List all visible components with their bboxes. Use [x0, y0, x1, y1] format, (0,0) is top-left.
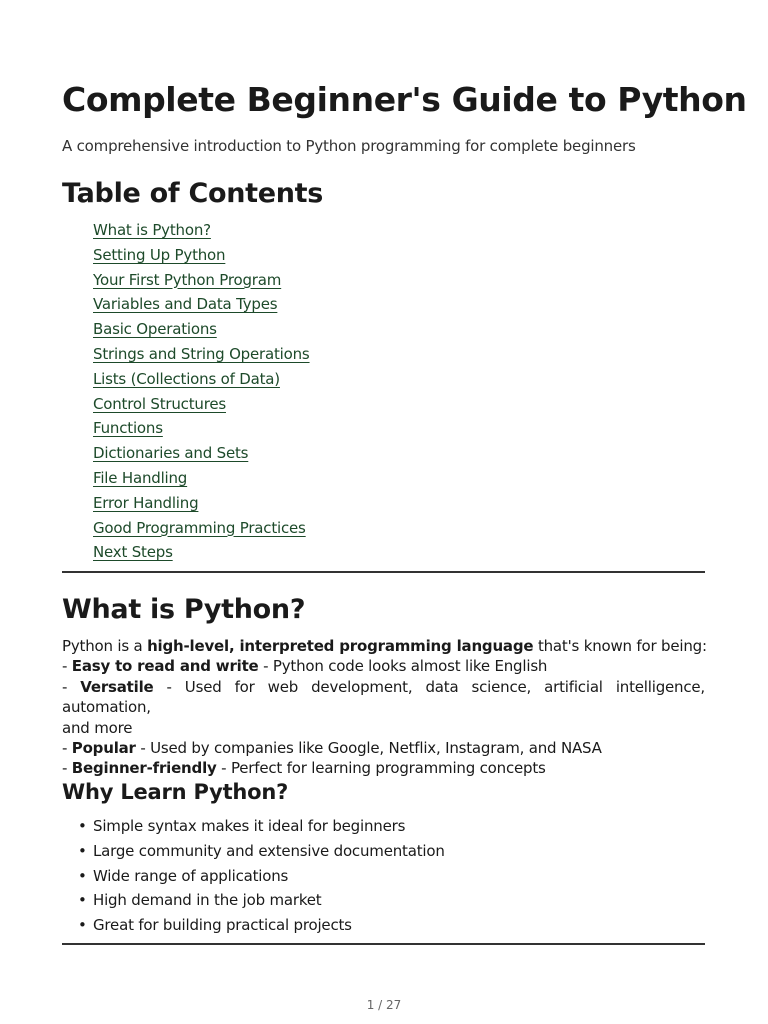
- toc-link-dictionaries[interactable]: Dictionaries and Sets: [93, 444, 249, 463]
- list-item-text: Large community and extensive documentation: [93, 841, 445, 860]
- feature-term: Beginner-friendly: [71, 759, 217, 778]
- toc-link-file-handling[interactable]: File Handling: [93, 468, 188, 487]
- list-item-text: Great for building practical projects: [93, 916, 352, 935]
- bullet-icon: •: [78, 817, 87, 835]
- page-subtitle: A comprehensive introduction to Python programming for complete beginners: [62, 137, 636, 155]
- toc-link-error-handling[interactable]: Error Handling: [93, 493, 199, 512]
- bullet-icon: •: [78, 866, 87, 885]
- bullet-icon: •: [78, 891, 87, 910]
- toc-link-what-is-python[interactable]: What is Python?: [93, 221, 211, 239]
- list-item-text: Wide range of applications: [93, 866, 289, 885]
- feature-line: - Beginner-friendly - Perfect for learning programming concepts: [62, 759, 546, 778]
- intro-bold-text: high-level, interpreted programming language: [147, 637, 534, 655]
- page-title: Complete Beginner's Guide to Python: [62, 80, 747, 119]
- list-item-text: Simple syntax makes it ideal for beginners: [93, 817, 406, 835]
- toc-link-lists[interactable]: Lists (Collections of Data): [93, 369, 280, 388]
- intro-text: Python is a: [62, 637, 148, 655]
- toc-link-control-structures[interactable]: Control Structures: [93, 394, 226, 413]
- feature-description: - Used by companies like Google, Netflix, Instagram, and NASA: [135, 739, 602, 758]
- toc-link-variables[interactable]: Variables and Data Types: [93, 295, 278, 314]
- toc-link-functions[interactable]: Functions: [93, 419, 163, 438]
- feature-term: Easy to read and write: [71, 657, 259, 676]
- toc-link-strings[interactable]: Strings and String Operations: [93, 344, 310, 363]
- toc-link-basic-operations[interactable]: Basic Operations: [93, 320, 217, 339]
- what-is-python-body: [62, 636, 705, 779]
- feature-line: - Popular - Used by companies like Google, Netflix, Instagram, and NASA: [62, 739, 602, 758]
- feature-description: - Used for web development, data science, artificial intelligence, automation,: [62, 677, 706, 717]
- section-divider: [62, 571, 705, 573]
- section-heading-what-is-python: What is Python?: [62, 594, 306, 625]
- bullet-icon: •: [78, 841, 87, 860]
- feature-term: Versatile: [80, 677, 154, 696]
- feature-description: - Python code looks almost like English: [258, 657, 548, 676]
- feature-line-continued: and more: [62, 718, 133, 737]
- toc-link-first-program[interactable]: Your First Python Program: [93, 270, 282, 289]
- page-number: 1 / 27: [366, 998, 402, 1012]
- intro-line: [62, 636, 705, 656]
- list-item-text: High demand in the job market: [93, 891, 322, 910]
- feature-term: Popular: [71, 739, 136, 758]
- toc-heading: Table of Contents: [62, 178, 324, 209]
- feature-description: - Perfect for learning programming concepts: [216, 759, 546, 778]
- toc-link-setting-up-python[interactable]: Setting Up Python: [93, 245, 226, 264]
- section-heading-why-learn: Why Learn Python?: [62, 780, 289, 804]
- bullet-icon: •: [78, 916, 87, 935]
- section-divider: [62, 943, 705, 945]
- toc-link-next-steps[interactable]: Next Steps: [93, 543, 173, 562]
- feature-line: - Easy to read and write - Python code looks almost like English: [62, 657, 548, 676]
- toc-link-good-practices[interactable]: Good Programming Practices: [93, 518, 306, 537]
- intro-text-end: that's known for being:: [533, 637, 707, 655]
- feature-line: - Versatile - Used for web development, data science, artificial intelligence, automation,: [62, 677, 706, 717]
